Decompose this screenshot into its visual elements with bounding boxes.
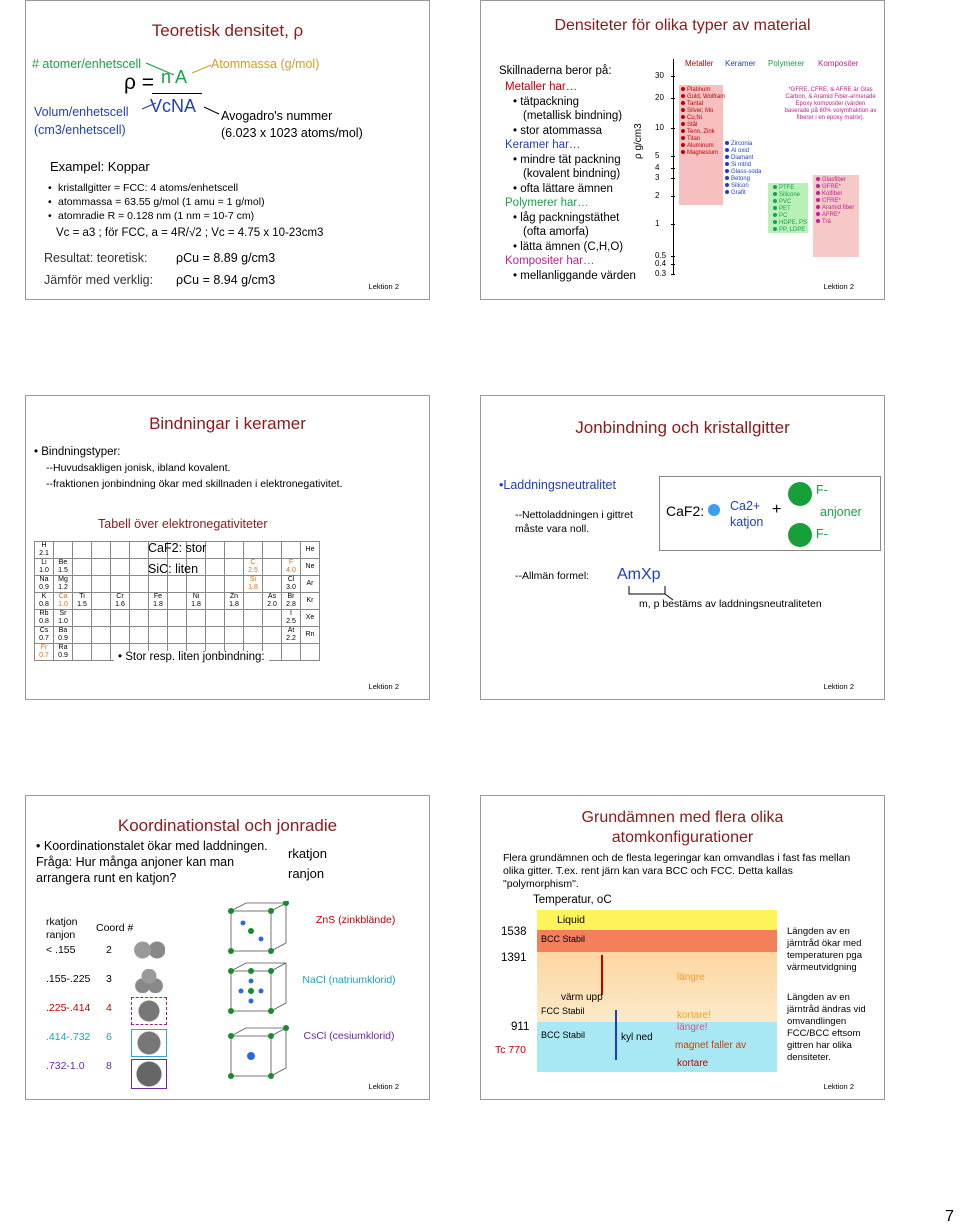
y-axis — [673, 59, 674, 275]
phase-diagram — [537, 910, 777, 1090]
bcc-low-label: BCC Stabil — [541, 1030, 586, 1040]
anion-icon — [788, 523, 812, 547]
mp-text: m, p bestäms av laddningsneutraliteten — [639, 598, 822, 610]
table-cell: Ti 1.5 — [73, 593, 92, 610]
table-cell — [111, 559, 130, 576]
cluster-6-icon — [131, 1029, 167, 1057]
f-label: F- — [816, 483, 828, 497]
chart-point-label: Glass-soda — [725, 169, 761, 176]
fcc-label: FCC Stabil — [541, 1006, 585, 1016]
chart-point-label: PC — [773, 213, 807, 220]
coord-number: 3 — [106, 973, 112, 985]
table-cell — [225, 610, 244, 627]
table-cell: I 2.5 — [282, 610, 301, 627]
longer-label: längre — [677, 972, 705, 983]
lesson-footer: Lektion 2 — [823, 282, 854, 291]
table-cell — [73, 627, 92, 644]
chart-point-label: Magnesium — [681, 150, 725, 157]
table-cell: Sr 1.0 — [54, 610, 73, 627]
slide-theoretical-density — [25, 0, 430, 300]
table-cell: Fe 1.8 — [149, 593, 168, 610]
cation-label: katjon — [730, 515, 764, 529]
coord-number: 2 — [106, 944, 112, 956]
table-cell — [244, 627, 263, 644]
bond-types: • Bindningstyper: — [34, 446, 121, 458]
table-cell: Zn 1.8 — [225, 593, 244, 610]
ratio-range: .155-.225 — [46, 973, 91, 985]
ratio-top: rkatjon — [288, 846, 328, 861]
result-label: Resultat: teoretisk: — [44, 251, 148, 265]
lesson-footer: Lektion 2 — [368, 1082, 399, 1091]
slide-title: Densiteter för olika typer av material — [554, 17, 811, 34]
polymers-note: (ofta amorfa) — [523, 226, 589, 238]
slide-ceramic-bonds — [25, 395, 430, 700]
y-tick-mark — [671, 224, 675, 225]
result-value: ρCu = 8.89 g/cm3 — [176, 251, 276, 265]
y-tick-label: 0.4 — [655, 259, 667, 268]
liquid-label: Liquid — [557, 914, 586, 926]
magnet-label: magnet faller av — [675, 1040, 747, 1051]
table-cell: Rn — [301, 627, 320, 644]
chart-point-label: Al oxid — [725, 148, 761, 155]
table-cell — [263, 610, 282, 627]
table-cell — [149, 610, 168, 627]
chart-point-label: AFRE* — [816, 212, 854, 219]
metals-point: • stor atommassa — [513, 124, 603, 137]
table-cell: Ra 0.9 — [54, 644, 73, 661]
chart-point-label: Aluminum — [681, 143, 725, 150]
chart-point-label: GFRE* — [816, 184, 854, 191]
anion-label: anjoner — [820, 505, 862, 519]
chart-point-label: Silicone — [773, 192, 807, 199]
sic-label: SiC: liten — [148, 562, 199, 576]
table-cell — [263, 627, 282, 644]
chart-point-label: Tantal — [681, 101, 725, 108]
chart-point-label: Trä — [816, 219, 854, 226]
chart-point-label: PVC — [773, 199, 807, 206]
bullet-molar-mass: • atommassa = 63.55 g/mol (1 amu = 1 g/mol) — [48, 195, 265, 209]
table-cell: K 0.8 — [35, 593, 54, 610]
table-cell — [73, 644, 92, 661]
electronegativity-table — [34, 541, 320, 661]
table-title: Tabell över elektronegativiteter — [98, 517, 268, 531]
table-cell — [130, 610, 149, 627]
table-cell — [244, 610, 263, 627]
y-axis-label: ρ g/cm3 — [633, 123, 644, 159]
chart-point-label: Titan — [681, 136, 725, 143]
table-cell — [73, 559, 92, 576]
cool-label: kyl ned — [621, 1032, 653, 1043]
table-cell — [92, 559, 111, 576]
lesson-footer: Lektion 2 — [368, 682, 399, 691]
lesson-footer: Lektion 2 — [368, 282, 399, 291]
chart-point-label: Platinum — [681, 87, 725, 94]
table-cell — [92, 644, 111, 661]
composites-heading: Kompositer har… — [505, 255, 595, 267]
coord-number: 4 — [106, 1002, 112, 1014]
f-label: F- — [816, 527, 828, 541]
table-cell — [168, 576, 187, 593]
table-cell: Ca 1.0 — [54, 593, 73, 610]
polymorphism-text: Flera grundämnen och de flesta legeringar kan omvandlas i fast fas mellan olika gitter. T.ex. rent järn kan vara BCC och FCC. Detta kallas "polymorphism". — [503, 852, 851, 890]
slide-coordination — [25, 795, 430, 1100]
composite-note: *GFRE, CFRE, & AFRE är Glas Carbon, & Aramid Fiber-armerade Epoxy kompositer (värden baserade på 60% volymfraktion av fiberer i en epoxy matrix). — [784, 87, 877, 121]
bullet-lattice: • kristallgitter = FCC: 4 atoms/enhetscell — [48, 181, 265, 195]
caf2-formula: CaF2: — [666, 503, 705, 519]
cluster-8-icon — [131, 1059, 167, 1089]
ratio-range: < .155 — [46, 944, 76, 956]
table-cell — [282, 542, 301, 559]
avogadro-value: (6.023 x 1023 atoms/mol) — [221, 126, 363, 140]
side-note-2: Längden av en järntråd ändras vid omvandlingen FCC/BCC eftsom gittren har olika densiteter. — [787, 992, 866, 1063]
compare-label: Jämför med verklig: — [44, 273, 154, 287]
table-cell: Cl 3.0 — [282, 576, 301, 593]
y-tick-label: 0.3 — [655, 269, 667, 278]
zns-label: ZnS (zinkblände) — [316, 914, 396, 926]
table-cell: Li 1.0 — [35, 559, 54, 576]
ratio-range: .732-1.0 — [46, 1060, 85, 1072]
y-tick-mark — [671, 196, 675, 197]
volume-unit: (cm3/enhetscell) — [34, 123, 126, 137]
t1538-label: 1538 — [501, 926, 527, 938]
y-tick-mark — [671, 98, 675, 99]
metals-heading: Metaller har… — [505, 81, 578, 93]
table-cell — [92, 593, 111, 610]
table-cell — [225, 542, 244, 559]
table-cell — [244, 542, 263, 559]
composites-point: • mellanliggande värden — [513, 269, 636, 282]
chart-point-label: Cu,Ni — [681, 115, 725, 122]
chart-point-label: Zirconia — [725, 141, 761, 148]
y-tick-label: 10 — [655, 123, 664, 132]
slide-title: Bindningar i keramer — [149, 414, 306, 433]
chart-point-label: Tenn, Zink — [681, 129, 725, 136]
table-cell: Mg 1.2 — [54, 576, 73, 593]
cation-icon — [708, 504, 720, 516]
cool-arrow — [615, 1010, 617, 1060]
shorter2-label: kortare — [677, 1058, 709, 1069]
y-tick-mark — [671, 274, 675, 275]
y-tick-mark — [671, 76, 675, 77]
table-cell: C 2.5 — [244, 559, 263, 576]
table-cell — [187, 576, 206, 593]
coord-number: 8 — [106, 1060, 112, 1072]
table-cell: Cs 0.7 — [35, 627, 54, 644]
table-cell — [111, 627, 130, 644]
table-cell: Si 1.8 — [244, 576, 263, 593]
cat-ceramics: Keramer — [725, 59, 756, 68]
chart-point-label: Diamant — [725, 155, 761, 162]
table-cell — [206, 610, 225, 627]
table-cell — [187, 627, 206, 644]
formula-arrows — [26, 1, 430, 141]
heat-label: värm upp — [561, 992, 603, 1003]
table-cell: Ne — [301, 559, 320, 576]
chart-point-label: CFRE* — [816, 198, 854, 205]
table-cell: Be 1.5 — [54, 559, 73, 576]
vc-line: Vc = a3 ; för FCC, a = 4R/√2 ; Vc = 4.75 x 10-23cm3 — [56, 227, 324, 239]
ceramics-note: (kovalent bindning) — [523, 168, 621, 180]
table-cell — [111, 576, 130, 593]
general-formula: AmXp — [617, 566, 661, 583]
t911-label: 911 — [511, 1021, 530, 1033]
table-cell — [92, 542, 111, 559]
table-cell: Kr — [301, 593, 320, 610]
table-cell — [225, 576, 244, 593]
table-cell — [168, 627, 187, 644]
chart-point-label: HDPE, PS — [773, 220, 807, 227]
formula-numerator: n A — [161, 67, 188, 87]
volume-label: Volum/enhetscell — [34, 105, 129, 119]
ratio-header: rkatjon ranjon — [46, 916, 78, 941]
chart-point-label: Glasfiber — [816, 177, 854, 184]
cluster-3-icon — [133, 969, 165, 993]
table-cell — [54, 542, 73, 559]
density-chart — [633, 59, 881, 278]
longer2-label: längre! — [677, 1022, 708, 1033]
chart-point-label: Grafit — [725, 190, 761, 197]
temperature-axis-label: Temperatur, oC — [533, 894, 612, 906]
coord-bullet: • Koordinationstalet ökar med laddningen. Fråga: Hur många anjoner kan man arrangera runt en katjon? — [36, 839, 268, 885]
table-cell: H 2.1 — [35, 542, 54, 559]
plus-sign: + — [772, 501, 782, 518]
crystal-structures — [211, 901, 301, 1091]
table-cell — [92, 610, 111, 627]
ceramics-heading: Keramer har… — [505, 139, 581, 151]
y-tick-mark — [671, 256, 675, 257]
y-tick-label: 30 — [655, 71, 664, 80]
y-tick-label: 1 — [655, 219, 660, 228]
chart-point-label: Kolfiber — [816, 191, 854, 198]
slide-title: Teoretisk densitet, ρ — [151, 21, 304, 40]
slide-polymorphism — [480, 795, 885, 1100]
y-tick-label: 3 — [655, 173, 660, 182]
chart-point-label: Silicon — [725, 183, 761, 190]
table-cell — [92, 576, 111, 593]
table-cell — [206, 542, 225, 559]
table-cell — [225, 627, 244, 644]
cluster-icons — [131, 939, 167, 1084]
coord-number: 6 — [106, 1031, 112, 1043]
bond-line-a: --Huvudsakligen jonisk, ibland kovalent. — [46, 462, 231, 474]
atoms-label: # atomer/enhetscell — [32, 57, 142, 71]
table-cell — [168, 593, 187, 610]
coord-header: Coord # — [96, 922, 134, 934]
ceramics-point: • mindre tät packning — [513, 153, 621, 166]
shorter-label: kortare! — [677, 1010, 711, 1021]
table-cell: As 2.0 — [263, 593, 282, 610]
cat-metals: Metaller — [685, 59, 714, 68]
table-cell — [206, 576, 225, 593]
chart-point-label: PTFE — [773, 185, 807, 192]
chart-point-label: Aramid fiber — [816, 205, 854, 212]
polymers-point: • lätta ämnen (C,H,O) — [513, 240, 624, 253]
cluster-2-icon — [133, 941, 165, 959]
table-cell — [206, 627, 225, 644]
cat-composites: Kompositer — [818, 59, 859, 68]
nacl-label: NaCl (natriumklorid) — [302, 974, 396, 986]
table-cell — [225, 559, 244, 576]
bcc-high-label: BCC Stabil — [541, 934, 586, 944]
table-cell — [263, 559, 282, 576]
page-number: 7 — [945, 1208, 954, 1225]
table-cell — [130, 542, 149, 559]
example-bullets — [48, 181, 265, 223]
table-cell — [111, 542, 130, 559]
table-cell — [244, 593, 263, 610]
metals-note: (metallisk bindning) — [523, 110, 623, 122]
metal-labels — [681, 87, 725, 157]
table-cell — [263, 542, 282, 559]
cscl-label: CsCl (cesiumklorid) — [303, 1030, 395, 1042]
slide-title: Koordinationstal och jonradie — [117, 816, 338, 835]
chart-point-label: Guld, Wolfram — [681, 94, 725, 101]
y-tick-label: 20 — [655, 93, 664, 102]
net-charge-text: --Nettoladdningen i gittret måste vara noll. — [515, 509, 633, 535]
anion-icon — [788, 482, 812, 506]
slide-title: Grundämnen med flera olika atomkonfigurationer — [581, 809, 784, 846]
y-tick-label: 0.5 — [655, 251, 667, 260]
table-cell: At 2.2 — [282, 627, 301, 644]
intro-text: Skillnaderna beror på: — [499, 65, 612, 77]
y-tick-mark — [671, 168, 675, 169]
y-tick-mark — [671, 264, 675, 265]
tc-label: Tc 770 — [495, 1044, 526, 1056]
table-cell — [73, 576, 92, 593]
side-note-1: Längden av en järntråd ökar med temperaturen pga värmeutvidgning — [787, 926, 862, 973]
formula-denominator: VcNA — [150, 96, 197, 116]
formula-rho: ρ = — [124, 71, 155, 94]
ca-label: Ca2+ — [730, 499, 761, 513]
metals-point: • tätpackning — [513, 95, 580, 108]
table-cell — [206, 593, 225, 610]
table-cell — [206, 559, 225, 576]
table-cell — [92, 627, 111, 644]
y-tick-mark — [671, 156, 675, 157]
ratio-range: .225-.414 — [46, 1002, 91, 1014]
table-cell: Rb 0.8 — [35, 610, 54, 627]
bond-line-b: --fraktionen jonbindning ökar med skillnaden i elektronegativitet. — [46, 478, 343, 490]
t1391-label: 1391 — [501, 952, 527, 964]
y-tick-mark — [671, 178, 675, 179]
slide-title: Jonbindning och kristallgitter — [575, 418, 790, 437]
ceramic-labels — [725, 141, 761, 197]
lesson-footer: Lektion 2 — [823, 1082, 854, 1091]
polymers-heading: Polymerer har… — [505, 197, 589, 209]
table-cell: Ba 0.9 — [54, 627, 73, 644]
table-cell — [263, 576, 282, 593]
caf2-label: CaF2: stor — [148, 541, 207, 555]
table-cell — [130, 593, 149, 610]
polymer-labels — [773, 185, 807, 234]
table-cell: He — [301, 542, 320, 559]
table-cell: Fr 0.7 — [35, 644, 54, 661]
chart-point-label: Si nitrid — [725, 162, 761, 169]
table-cell — [130, 627, 149, 644]
ratio-range: .414-.732 — [46, 1031, 91, 1043]
neutrality-heading: •Laddningsneutralitet — [499, 478, 616, 492]
bottom-bullet: • Stor resp. liten jonbindning: — [114, 651, 269, 663]
table-cell — [282, 644, 301, 661]
y-tick-label: 5 — [655, 151, 660, 160]
cluster-4-icon — [131, 997, 167, 1025]
molar-mass-label: Atommassa (g/mol) — [211, 57, 320, 71]
table-cell: Na 0.9 — [35, 576, 54, 593]
table-cell: Ni 1.8 — [187, 593, 206, 610]
y-tick-label: 4 — [655, 163, 660, 172]
table-cell — [301, 644, 320, 661]
heat-arrow — [601, 955, 603, 995]
chart-point-label: Betong — [725, 176, 761, 183]
bullet-radius: • atomradie R = 0.128 nm (1 nm = 10-7 cm) — [48, 209, 265, 223]
ceramics-point: • ofta lättare ämnen — [513, 182, 613, 195]
table-cell — [73, 610, 92, 627]
composite-labels — [816, 177, 854, 226]
table-cell — [149, 627, 168, 644]
lesson-footer: Lektion 2 — [823, 682, 854, 691]
table-cell: Cr 1.6 — [111, 593, 130, 610]
table-cell — [187, 610, 206, 627]
general-formula-label: --Allmän formel: — [515, 570, 590, 582]
cat-polymers: Polymerer — [768, 59, 805, 68]
chart-point-label: PP, LDPE — [773, 227, 807, 234]
table-cell — [130, 559, 149, 576]
table-cell — [168, 610, 187, 627]
example-heading: Exampel: Koppar — [50, 159, 150, 174]
table-cell — [111, 610, 130, 627]
slide-densities — [480, 0, 885, 300]
chart-point-label: PET — [773, 206, 807, 213]
table-cell: Xe — [301, 610, 320, 627]
avogadro-label: Avogadro's nummer — [221, 109, 333, 123]
table-cell: Ar — [301, 576, 320, 593]
table-cell: F 4.0 — [282, 559, 301, 576]
table-cell — [73, 542, 92, 559]
table-cell: Br 2.8 — [282, 593, 301, 610]
table-cell — [130, 576, 149, 593]
caf2-box — [659, 476, 881, 551]
ratio-bottom: ranjon — [288, 866, 325, 881]
slide-ionic-bonds — [480, 395, 885, 700]
y-tick-label: 2 — [655, 191, 660, 200]
compare-value: ρCu = 8.94 g/cm3 — [176, 273, 276, 287]
polymers-point: • låg packningstäthet — [513, 211, 620, 224]
chart-point-label: Silver, Mo — [681, 108, 725, 115]
table-cell — [149, 576, 168, 593]
y-tick-mark — [671, 128, 675, 129]
chart-point-label: Stål — [681, 122, 725, 129]
